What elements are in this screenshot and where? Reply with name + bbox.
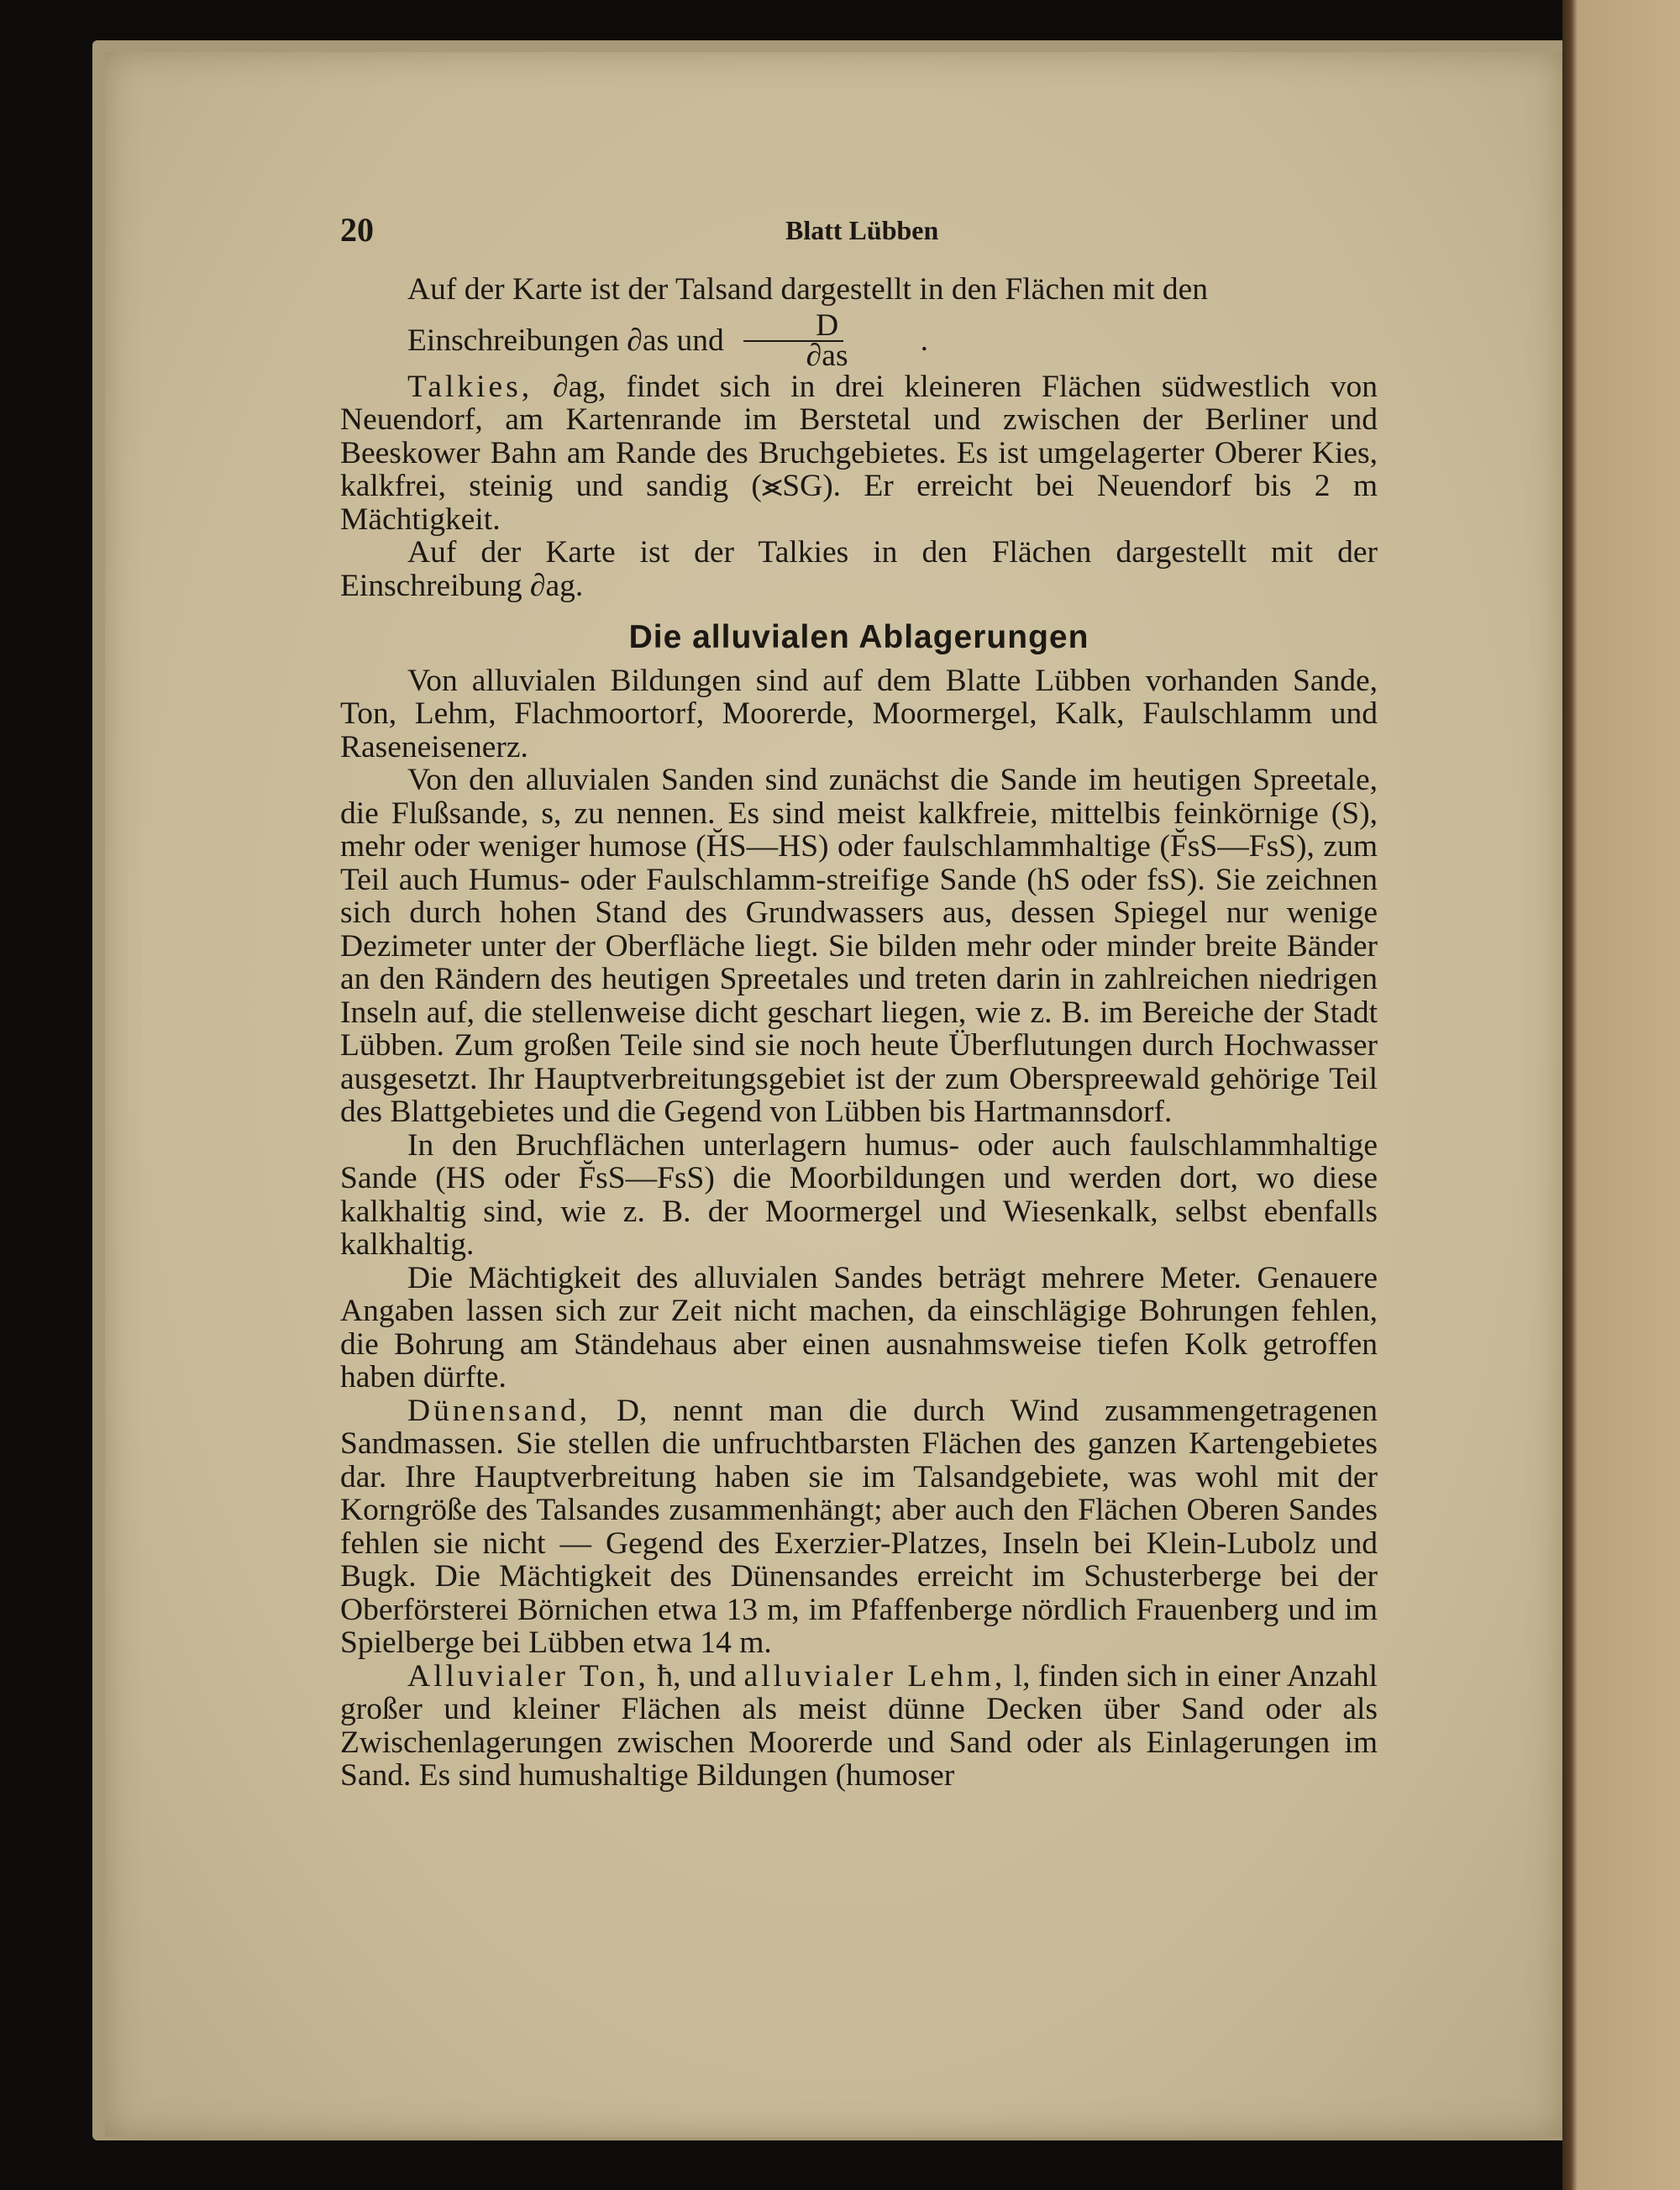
term-alluvialer-lehm: alluvialer Lehm,	[743, 1658, 1006, 1694]
body-text	[340, 273, 1378, 1793]
page-number: 20	[340, 211, 374, 249]
fraction-numerator: D	[743, 312, 843, 342]
term-duenensand: Dünensand,	[407, 1393, 591, 1428]
paragraph-text: l, finden sich in einer Anzahl großer und kleiner Flächen als meist dünne Decken über Sand oder als Zwischenlagerungen zwischen Moorerde und Sand oder als Einlagerungen im Sand. Es sind humushaltige Bildungen (humoser	[340, 1658, 1378, 1793]
term-talkies: Talkies,	[407, 369, 533, 404]
paragraph-text: Die Mächtigkeit des alluvialen Sandes beträgt mehrere Meter. Genauere Angaben lassen sich zur Zeit nicht machen, da einschlägige Bohrungen fehlen, die Bohrung am Ständehaus aber einen ausnahmsweise tiefen Kolk getroffen haben dürfte.	[340, 1260, 1378, 1394]
paragraph-line: Auf der Karte ist der Talsand dargestellt in den Flächen mit den	[407, 272, 1209, 307]
paragraph-talkies-map	[340, 536, 1378, 602]
page-header	[340, 210, 1373, 260]
fraction	[739, 307, 848, 373]
running-title: Blatt Lübben	[785, 215, 939, 245]
paragraph-text: Von den alluvialen Sanden sind zunächst die Sande im heutigen Spreetale, die Flußsande, s, zu nennen. Es sind meist kalkfreie, mittelbis feinkörnige (S), mehr oder weniger humose (H̆S—HS) oder faulschlammhaltige (F̆sS—FsS), zum Teil auch Humus- oder Faulschlamm-streifige Sande (hS oder fsS). Sie zeichnen sich durch hohen Stand des Grundwassers aus, dessen Spiegel nur wenige Dezimeter unter der Oberfläche liegt. Sie bilden mehr oder minder breite Bänder an den Rändern des heutigen Spreetales und treten darin in zahlreichen niedrigen Inseln auf, die stellenweise dicht geschart liegen, wie z. B. im Bereiche der Stadt Lübben. Zum großen Teile sind sie noch heute Überflutungen durch Hochwasser ausgesetzt. Ihr Hauptverbreitungsgebiet ist der zum Oberspreewald gehörige Teil des Blattgebietes und die Gegend von Lübben bis Hartmannsdorf.	[340, 763, 1378, 1129]
paragraph-talsand-map	[340, 273, 1378, 307]
paragraph-talkies	[340, 370, 1378, 537]
section-heading: Die alluvialen Ablagerungen	[628, 619, 1089, 655]
paragraph-bruchflaechen	[340, 1129, 1378, 1262]
paragraph-duenensand	[340, 1394, 1378, 1660]
paragraph-maechtigkeit	[340, 1262, 1378, 1394]
paragraph-text: Auf der Karte ist der Talkies in den Flächen dargestellt mit der Einschreibung ∂ag.	[340, 535, 1378, 603]
paragraph-text: Von alluvialen Bildungen sind auf dem Blatte Lübben vorhanden Sande, Ton, Lehm, Flachmoortorf, Moorerde, Moormergel, Kalk, Faulschlamm und Raseneisenerz.	[340, 663, 1378, 764]
paragraph-alluvial-intro	[340, 664, 1378, 764]
paragraph-text: In den Bruchflächen unterlagern humus- oder auch faulschlammhaltige Sande (HS oder F̆sS—FsS) die Moorbildungen und werden dort, wo diese kalkhaltig sind, wie z. B. der Moormergel und Wiesenkalk, selbst ebenfalls kalkhaltig.	[340, 1127, 1378, 1262]
book-spine	[1562, 0, 1680, 2190]
paragraph-text: ħ, und	[648, 1658, 744, 1694]
paragraph-flusssande	[340, 764, 1378, 1129]
formula-prefix: Einschreibungen ∂as und	[407, 323, 724, 358]
paragraph-ton-lehm	[340, 1660, 1378, 1793]
formula-line	[340, 307, 1378, 373]
formula-end: .	[920, 323, 928, 358]
paragraph-text: D, nennt man die durch Wind zusammengetragenen Sandmassen. Sie stellen die unfruchtbarsten Flächen des ganzen Kartengebietes dar. Ihre Hauptverbreitung haben sie im Talsandgebiete, was wohl mit der Korngröße des Talsandes zusammenhängt; aber auch den Flächen Oberen Sandes fehlen sie nicht — Gegend des Exerzier-Platzes, Inseln bei Klein-Lubolz und Bugk. Die Mächtigkeit des Dünensandes erreicht im Schusterberge bei der Oberförsterei Börnichen etwa 13 m, im Pfaffenberge nördlich Frauenberg und im Spielberge bei Lübben etwa 14 m.	[340, 1393, 1378, 1660]
term-alluvialer-ton: Alluvialer Ton,	[407, 1658, 649, 1694]
paragraph-text: ∂ag, findet sich in drei kleineren Flächen südwestlich von Neuendorf, am Kartenrande im Berstetal und zwischen der Berliner und Beeskower Bahn am Rande des Bruchgebietes. Es ist umgelagerter Oberer Kies, kalkfrei, steinig und sandig (⪤SG). Er erreicht bei Neuendorf bis 2 m Mächtigkeit.	[340, 369, 1378, 537]
fraction-denominator: ∂as	[806, 338, 848, 373]
